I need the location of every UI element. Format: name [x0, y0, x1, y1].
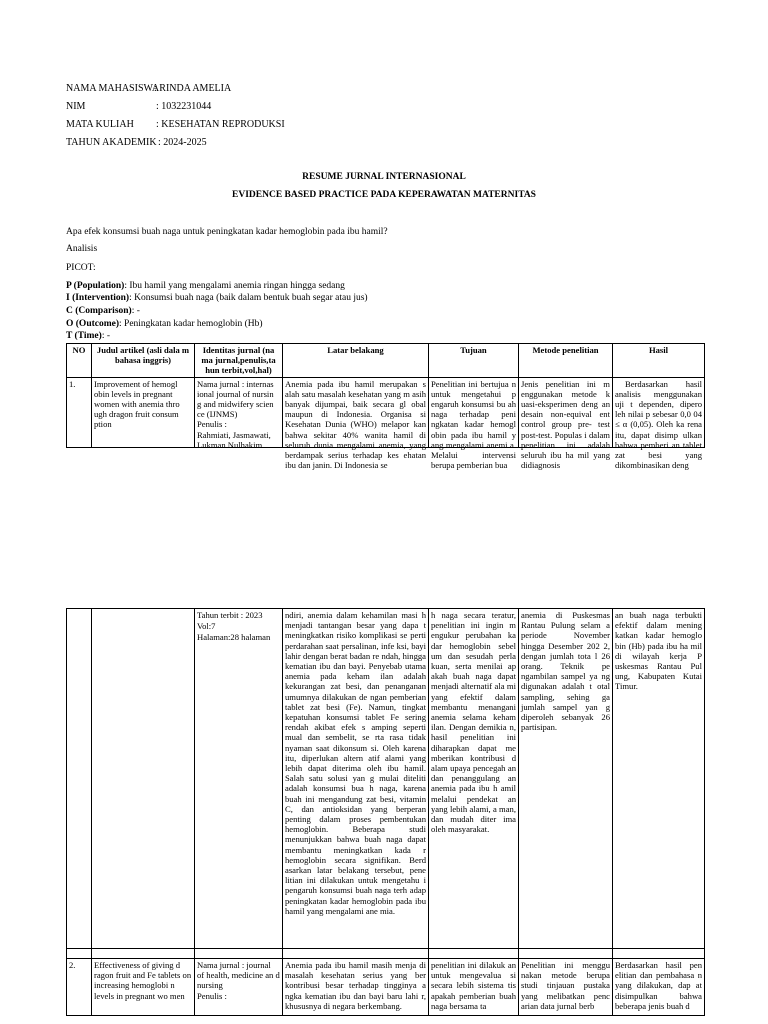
cell-title — [92, 377, 195, 447]
cell-text: Tahun terbit : 2023 Vol:7 Halaman:28 halaman — [197, 610, 271, 642]
analysis-label: Analisis — [66, 244, 98, 254]
table-row — [67, 959, 705, 1016]
cell-method — [519, 377, 613, 471]
picot-text: : Ibu hamil yang mengalami anemia ringan hingga sedang — [124, 281, 345, 291]
cell-title — [92, 609, 195, 949]
cell-result — [613, 609, 705, 949]
cell-background — [283, 959, 429, 1016]
cell-text: Penelitian ini menggu nakan metode berupa studi tinjauan pustaka yang melibatkan penc arian data jurnal berb — [521, 960, 610, 1011]
academic-year-label: TAHUN AKADEMIK — [66, 137, 157, 148]
picot-key: C (Comparison) — [66, 306, 132, 316]
cell-text: anemia di Puskesmas Rantau Pulung selam a periode November hingga Desember 202 2, dengan jumlah tota l 26 orang. Teknik pe ngambilan sampel ya ng digunakan adalah t otal sampling, sehing ga jumlah sampel yan g diperoleh sebanyak 26 partisipan. — [521, 610, 610, 733]
cell-text: ndiri, anemia dalam kehamilan masi h menjadi tantangan besar yang dapa t meningkatkan risiko komplikasi se perti perdarahan saat persalinan, infe ksi, bayi lahir dengan berat badan re ndah, hingga kematian ibu dan bayi. Penyebab utama anemia pada keham ilan adalah kekurangan zat besi, dan penanganan umumnya dilakukan de ngan pemberian tablet zat besi (Fe). Namun, tingkat kepatuhan konsumsi tablet Fe sering rendah akibat efek s amping seperti mual dan sembelit, se rta rasa tidak nyaman saat dikonsum si. Oleh karena itu, diperlukan altern atif alami yang lebih dapat diterima oleh ibu hamil. Salah satu solusi yan g mulai diteliti adalah konsumsi bua h naga, karena buah ini mengandung zat besi, vitamin C, dan antioksidan yang berperan penting dalam proses pembentukan hemoglobin. Beberapa studi menunjukkan bahwa buah naga dapat membantu meningkatkan kada r hemoglobin secara signifikan. Berd asarkan latar belakang tersebut, pene litian ini dilakukan untuk mengetahu i pengaruh konsumsi buah naga terh adap peningkatan kadar hemoglobin pada ibu hamil yang mengalami ane mia. — [285, 610, 426, 916]
picot-text: : - — [131, 306, 140, 316]
cell-text: Effectiveness of giving d ragon fruit and Fe tablets on increasing hemoglobi n levels in pregnant wo men — [94, 960, 192, 1001]
document-title: RESUME JURNAL INTERNASIONAL — [302, 172, 466, 182]
header-result: Hasil — [613, 344, 705, 378]
picot-key: I (Intervention) — [66, 293, 130, 303]
header-no: NO — [67, 344, 92, 378]
cell-result — [613, 377, 705, 471]
cell-text: Nama jurnal : internas ional journal of nursin g and midwifery scien ce (IJNMS) Penulis : Rahmiati, Jasmawati, Lukman Nulhakim — [197, 378, 274, 450]
picot-text: : Konsumsi buah naga (baik dalam bentuk buah segar atau jus) — [129, 293, 368, 303]
cell-text: Nama jurnal : journal of health, medicine an d nursing Penulis : — [197, 960, 280, 1001]
header-identity: Identitas jurnal (na ma jurnal,penulis,ta hun terbit,vol,hal) — [195, 344, 283, 378]
student-name-value: : RINDA AMELIA — [154, 83, 232, 94]
cell-text: Improvement of hemogl obin levels in pregnant women with anemia thro ugh dragon fruit consum ption — [94, 378, 180, 430]
header-background: Latar belakang — [283, 344, 429, 378]
picot-intervention — [66, 292, 368, 304]
picot-key: T (Time) — [66, 331, 102, 341]
cell-no: 2. — [67, 959, 92, 1016]
picot-text: : - — [101, 331, 110, 341]
cell-background — [283, 609, 429, 949]
table-row — [67, 609, 705, 949]
cell-background — [283, 377, 429, 471]
academic-year-value: : 2024-2025 — [158, 137, 207, 148]
course-row — [66, 119, 285, 131]
student-nim-value: : 1032231044 — [156, 101, 212, 112]
header-method: Metode penelitian — [519, 344, 613, 378]
table-row — [67, 377, 705, 447]
cell-title — [92, 959, 195, 1016]
course-value: : KESEHATAN REPRODUKSI — [156, 119, 285, 130]
picot-key: O (Outcome) — [66, 319, 120, 329]
cell-text: an buah naga terbukti efektif dalam mening katkan kadar hemoglo bin (Hb) pada ibu ha mil di wilayah kerja P uskesmas Rantau Pul ung, Kabupaten Kutai Timur. — [615, 610, 702, 692]
student-name-label: NAMA MAHASISWA — [66, 83, 160, 94]
picot-time — [66, 330, 110, 342]
cell-identity — [195, 377, 283, 450]
cell-identity — [195, 609, 283, 949]
research-question: Apa efek konsumsi buah naga untuk peningkatan kadar hemoglobin pada ibu hamil? — [66, 227, 388, 237]
document-page-2 — [0, 608, 768, 1024]
cell-text: Jenis penelitian ini m enggunakan metode k uasi-eksperimen deng an desain non-equival ent control group pre- test post-test. Populas i dalam penelitian ini adalah seluruh ibu ha mil yang didiagnosis — [521, 378, 610, 471]
picot-comparison — [66, 305, 140, 317]
cell-text: Anemia pada ibu hamil masih menja di masalah kesehatan serius yang ber kontribusi besar terhadap tingginya a ngka kematian ibu dan bayi baru lahi r, khususnya di negara berkembang. — [285, 960, 426, 1011]
table-spacer-row — [67, 949, 705, 959]
cell-no: 1. — [67, 377, 92, 447]
cell-result — [613, 959, 705, 1016]
header-objective: Tujuan — [429, 344, 519, 378]
student-nim-row — [66, 101, 212, 113]
page-gap — [0, 560, 768, 608]
cell-text: Berdasarkan hasil analisis menggunakan uji t dependen, dipero leh nilai p sebesar 0,0 04 ≤ α (0,05). Oleh ka rena itu, dapat disimp ulkan bahwa pemberi an tablet zat besi yang dikombinasikan deng — [615, 378, 702, 471]
picot-outcome — [66, 318, 263, 330]
cell-text: h naga secara teratur, penelitian ini ingin m engukur perubahan ka dar hemoglobin sebel um dan sesudah perla kuan, serta menilai ap akah buah naga dapat menjadi alternatif ala mi yang efektif dalam membantu menangani anemia selama keham ilan. Dengan demikia n, hasil penelitian ini diharapkan dapat me mberikan kontribusi d alam upaya pencegah an dan penanggulang an anemia pada ibu h amil melalui pendekat an yang lebih alami, a man, dan mudah diter ima oleh masyarakat. — [431, 610, 516, 835]
course-label: MATA KULIAH — [66, 119, 134, 130]
cell-text: Berdasarkan hasil pen elitian dan pembahasa n yang dilakukan, dap at disimpulkan bahwa beberapa jenis buah d — [615, 960, 702, 1011]
picot-label: PICOT: — [66, 263, 96, 273]
cell-no — [67, 609, 92, 949]
journal-table-page-2 — [66, 608, 705, 1016]
cell-text: Penelitian ini bertujua n untuk mengetahui p engaruh konsumsi bu ah naga terhadap peni ngkatan kadar hemogl obin pada ibu hamil y ang mengalami anemi a. Melalui intervensi berupa pemberian bua — [431, 378, 516, 471]
cell-objective — [429, 959, 519, 1016]
academic-year-row — [66, 137, 207, 149]
cell-text: penelitian ini dilakuk an untuk mengevalua si secara lebih sistema tis apakah pemberian buah naga bersama ta — [431, 960, 516, 1011]
picot-text: : Peningkatan kadar hemoglobin (Hb) — [119, 319, 263, 329]
cell-method — [519, 959, 613, 1016]
journal-table-page-1 — [66, 343, 705, 471]
cell-objective — [429, 609, 519, 949]
document-subtitle: EVIDENCE BASED PRACTICE PADA KEPERAWATAN MATERNITAS — [232, 190, 536, 200]
student-nim-label: NIM — [66, 101, 86, 112]
picot-key: P (Population) — [66, 281, 125, 291]
picot-population — [66, 280, 345, 292]
header-title: Judul artikel (asli dala m bahasa inggris) — [92, 344, 195, 378]
student-name-row — [66, 83, 232, 95]
cell-identity — [195, 959, 283, 1016]
table-header-row — [67, 344, 705, 378]
cell-objective — [429, 377, 519, 471]
cell-method — [519, 609, 613, 949]
cell-text: Anemia pada ibu hamil merupakan s alah satu masalah kesehatan yang m asih banyak dijumpai, baik secara gl obal maupun di Indonesia. Organisa si Kesehatan Dunia (WHO) melapor kan bahwa sekitar 40% wanita hamil di seluruh dunia mengalami anemia, yang berdampak serius terhadap kes ehatan ibu dan janin. Di Indonesia se — [285, 378, 426, 471]
